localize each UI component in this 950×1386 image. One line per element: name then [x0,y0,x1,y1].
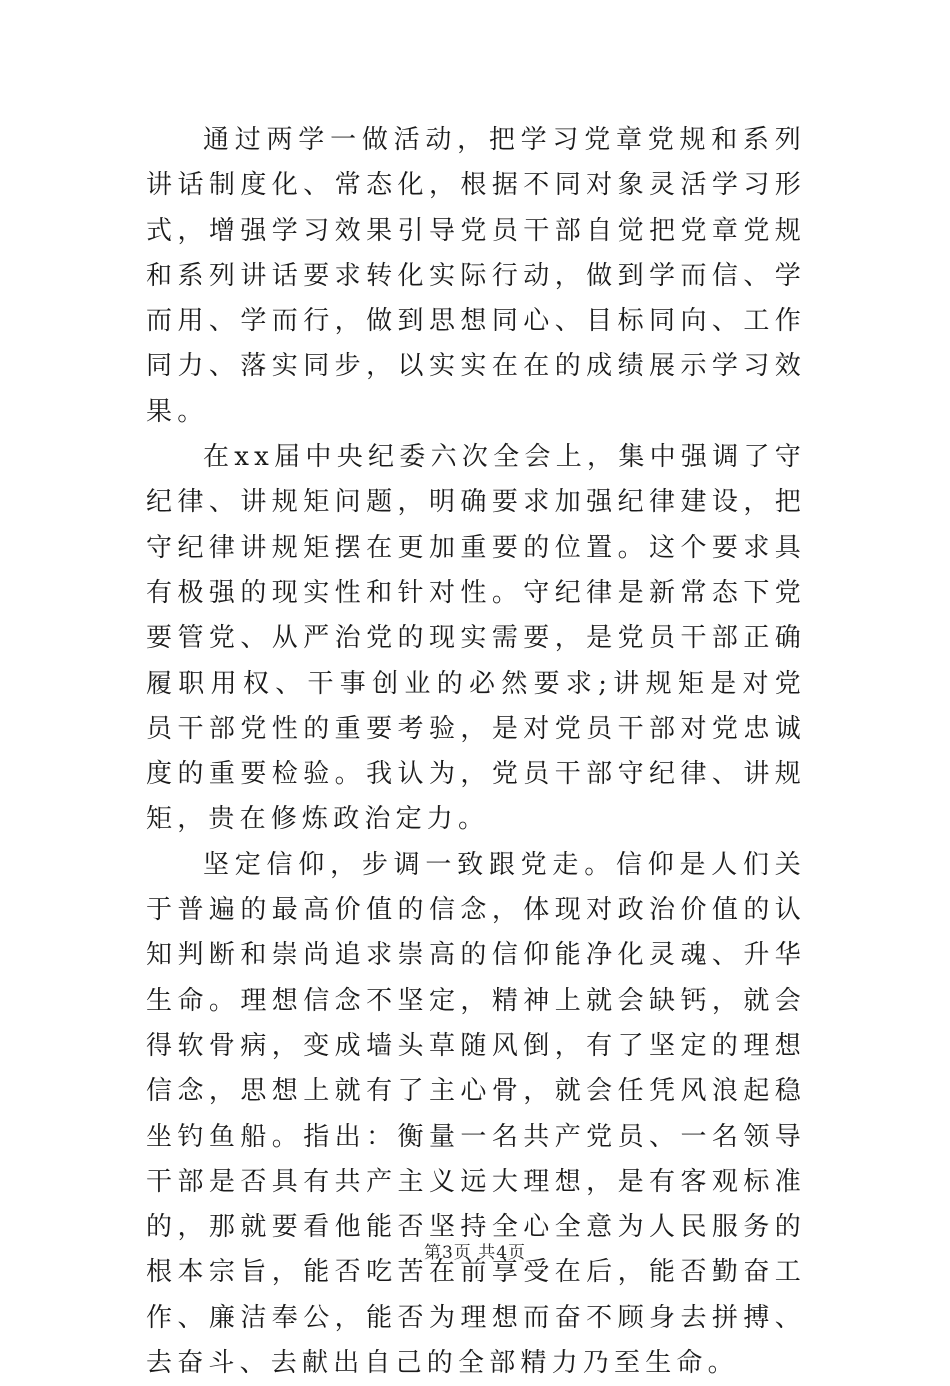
paragraph-1: 通过两学一做活动，把学习党章党规和系列讲话制度化、常态化，根据不同对象灵活学习形式，增强学习效果引导党员干部自觉把党章党规和系列讲话要求转化实际行动，做到学而信、学而用、学而行，做到思想同心、目标同向、工作同力、落实同步，以实实在在的成绩展示学习效果。 [146,125,806,427]
paragraph-2: 在xx届中央纪委六次全会上，集中强调了守纪律、讲规矩问题，明确要求加强纪律建设，把守纪律讲规矩摆在更加重要的位置。这个要求具有极强的现实性和针对性。守纪律是新常态下党要管党、从严治党的现实需要，是党员干部正确履职用权、干事创业的必然要求;讲规矩是对党员干部党性的重要考验，是对党员干部对党忠诚度的重要检验。我认为，党员干部守纪律、讲规矩，贵在修炼政治定力。 [146,442,806,835]
document-body [146,118,806,1386]
paragraph-3: 坚定信仰，步调一致跟党走。信仰是人们关于普遍的最高价值的信念，体现对政治价值的认知判断和崇尚追求崇高的信仰能净化灵魂、升华生命。理想信念不坚定，精神上就会缺钙，就会得软骨病，变成墙头草随风倒，有了坚定的理想信念，思想上就有了主心骨，就会任凭风浪起稳坐钓鱼船。指出：衡量一名共产党员、一名领导干部是否具有共产主义远大理想，是有客观标准的，那就要看他能否坚持全心全意为人民服务的根本宗旨，能否吃苦在前享受在后，能否勤奋工作、廉洁奉公，能否为理想而奋不顾身去拼搏、去奋斗、去献出自己的全部精力乃至生命。 [146,849,806,1379]
page-footer: 第3页 共4页 [423,1243,527,1263]
